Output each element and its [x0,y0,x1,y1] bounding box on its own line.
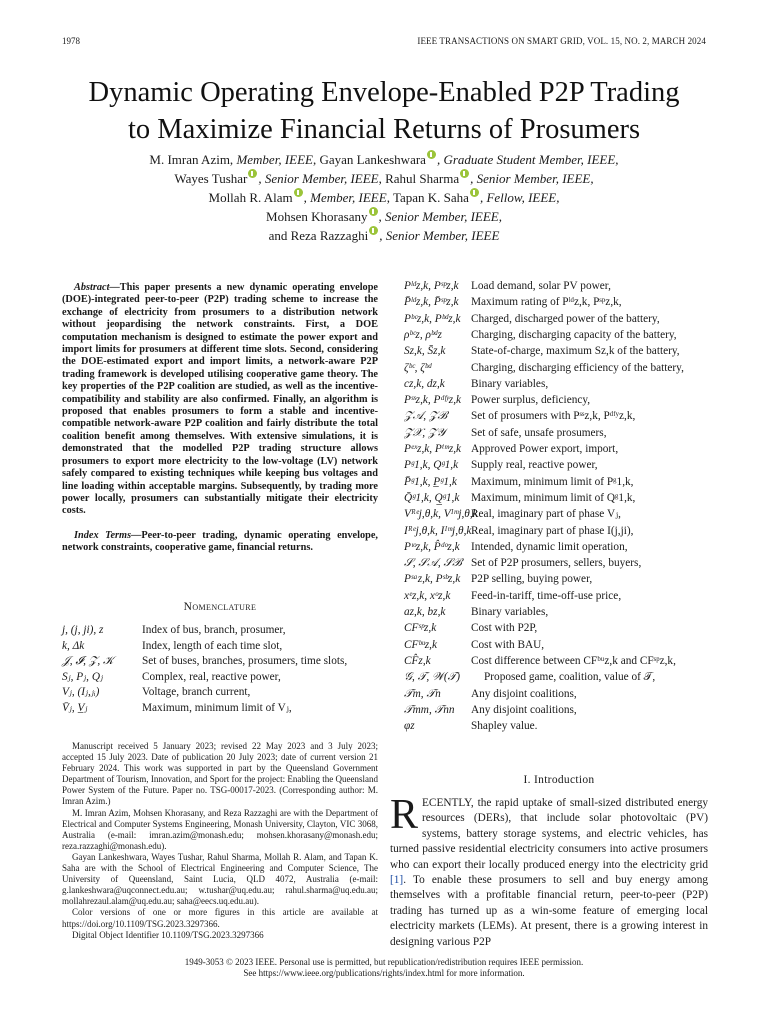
author-role: , Fellow, IEEE, [479,190,560,205]
nomenclature-symbol: 𝒵𝒳, 𝒵𝒴 [404,426,446,439]
intro-text-2: . To enable these prosumers to sell and buy energy among themselves with a profitable financial return, peer-to-peer (P2P) trading has turned up as a win-some feature of emerging local electricity markets (LEMs). At present, there is a growing interest in designing various P2P [390,874,708,948]
orcid-icon[interactable] [460,169,469,178]
nomenclature-desc: Real, imaginary part of phase I(j,ji), [471,524,634,537]
nomenclature-row [62,670,281,684]
nomenclature-row [404,703,577,717]
author-role: , Senior Member, IEEE [258,171,379,186]
nomenclature-desc: Any disjoint coalitions, [471,703,577,716]
nomenclature-row [62,701,292,715]
author-role: , Senior Member, IEEE, [470,171,594,186]
nomenclature-desc: Index, length of each time slot, [142,639,283,652]
author-name: , Rahul Sharma [378,171,460,186]
author-name: Mohsen Khorasany [266,209,368,224]
nomenclature-desc: Cost difference between CFᵇᵘz,k and CFˢᵖz,k, [471,654,676,667]
copyright-notice [40,957,728,979]
author-role: , Senior Member, IEEE, [378,209,502,224]
nomenclature-desc: Supply real, reactive power, [471,459,598,472]
nomenclature-row [62,639,283,653]
nomenclature-symbol: Sz,k, S̄z,k [404,345,446,358]
nomenclature-symbol: Sⱼ, Pⱼ, Qⱼ [62,670,103,683]
author-name: Mollah R. Alam [208,190,293,205]
nomenclature-desc: Set of prosumers with Pˢˢz,k, Pᵈᶠʸz,k, [471,410,636,423]
nomenclature-symbol: 𝒢, 𝒯, 𝒲(𝒯) [404,671,461,684]
nomenclature-row [404,557,642,570]
nomenclature-desc: Voltage, branch current, [142,686,251,698]
nomenclature-symbol: Vⱼ, (Iⱼ,ⱼᵢ) [62,686,100,698]
nomenclature-desc: Binary variables, [471,377,549,390]
author-name: , Gayan Lankeshwara [312,152,426,167]
nomenclature-symbol: Pˡᵈz,k, Pˢᵖz,k [404,280,459,292]
nomenclature-desc: Feed-in-tariff, time-off-use price, [471,589,622,602]
nomenclature-row [404,345,680,358]
nomenclature-symbol: Pˢˢz,k, Pᵈᶠʸz,k [404,394,462,407]
title-line-2: to Maximize Financial Returns of Prosumers [127,114,641,145]
drop-cap: R [390,792,419,838]
nomenclature-desc: Set of safe, unsafe prosumers, [471,426,607,439]
orcid-icon[interactable] [369,226,378,235]
nomenclature-desc: Load demand, solar PV power, [471,280,611,292]
nomenclature-desc: Charged, discharged power of the battery, [471,312,660,325]
nomenclature-row [404,328,677,342]
author-name: and Reza Razzaghi [268,228,369,243]
nomenclature-symbol: Pᵇᶜz,k, Pᵇᵈz,k [404,312,461,325]
nomenclature-symbol: Pᵉˣz,k, Pⁱᵐz,k [404,443,462,455]
nomenclature-row [62,655,348,668]
copyright-line-1: 1949-3053 © 2023 IEEE. Personal use is permitted, but republication/redistribution requires IEEE permission. [184,957,584,967]
nomenclature-desc: P2P selling, buying power, [471,573,593,586]
nomenclature-desc: Set of P2P prosumers, sellers, buyers, [471,557,642,570]
nomenclature-right-list [404,280,714,760]
nomenclature-row [404,361,684,375]
nomenclature-row [404,573,593,586]
nomenclature-heading: Nomenclature [183,601,257,613]
citation-link[interactable]: [1] [390,874,404,887]
nomenclature-symbol: φz [404,720,415,733]
nomenclature-desc: Shapley value. [471,720,538,733]
nomenclature-desc: Charging, discharging capacity of the battery, [471,328,677,341]
nomenclature-row [404,638,545,652]
nomenclature-desc: Maximum, minimum limit of Qᵍ1,k, [471,491,636,504]
nomenclature-row [404,459,598,472]
nomenclature-row [404,410,636,423]
nomenclature-row [404,606,549,619]
orcid-icon[interactable] [427,150,436,159]
orcid-icon[interactable] [248,169,257,178]
author-role: , Member, IEEE [303,190,387,205]
nomenclature-desc: Power surplus, deficiency, [471,394,591,407]
author-line-4 [40,207,728,226]
nomenclature-row [404,394,591,407]
nomenclature-symbol: Vᴿᵉj,θ,k, Vᴵᵐj,θ,k [404,508,478,521]
journal-header: IEEE TRANSACTIONS ON SMART GRID, VOL. 15, NO. 2, MARCH 2024 [417,36,706,46]
nomenclature-desc: Any disjoint coalitions, [471,687,577,700]
nomenclature-desc: Charging, discharging efficiency of the battery, [471,361,684,374]
nomenclature-row [404,491,636,505]
nomenclature-desc: Set of buses, branches, prosumers, time slots, [142,655,348,667]
nomenclature-row [404,280,611,293]
author-line-3 [40,188,728,207]
nomenclature-left-list [62,624,378,724]
nomenclature-row [404,687,577,701]
nomenclature-symbol: V̄ⱼ, V̲ⱼ [62,701,88,714]
nomenclature-row [404,720,538,733]
author-line-2 [40,169,728,188]
nomenclature-row [404,443,619,456]
nomenclature-symbol: P̄ˡᵈz,k, P̄ˢᵖz,k [404,296,459,309]
nomenclature-row [404,426,607,440]
author-name: Wayes Tushar [174,171,248,186]
nomenclature-row [62,624,286,637]
nomenclature-desc: Approved Power export, import, [471,443,619,455]
nomenclature-symbol: P̄ᵍ1,k, P̲ᵍ1,k [404,475,457,488]
nomenclature-symbol: k, Δk [62,639,85,652]
left-column [62,282,378,555]
nomenclature-row [404,654,676,668]
index-terms [62,530,378,555]
nomenclature-symbol: 𝒯mm, 𝒯nn [404,703,455,716]
nomenclature-row [62,686,251,699]
nomenclature-row [404,296,622,309]
index-terms-lead: Index Terms— [74,529,142,541]
author-name: M. Imran Azim, [149,152,237,167]
author-role: Member, IEEE [236,152,313,167]
footnote-affiliation-1: M. Imran Azim, Mohsen Khorasany, and Reza Razzaghi are with the Department of Electrical and Computer Systems Engineering, Monash University, Clayton, VIC 3068, Australia (e-mail: imran.azim@monash.edu; mohsen.khorasany@monash.edu; reza.razzaghi@monash.edu). [62,807,378,851]
nomenclature-symbol: xᵉz,k, xᵒz,k [404,589,451,602]
nomenclature-symbol: ζᵇᶜ, ζᵇᵈ [404,361,432,374]
nomenclature-desc: Cost with P2P, [471,622,538,635]
footnote-affiliation-2: Gayan Lankeshwara, Wayes Tushar, Rahul Sharma, Mollah R. Alam, and Tapan K. Saha are with the School of Electrical Engineering and Computer Science, The University of Queensland, Saint Lucia, QLD 4072, Australia (e-mail: g.lankeshwara@uqconnect.edu.au; w.tushar@uq.edu.au; rahul.sharma@uq.edu.au; mollahrezaul.alam@uq.edu.au; saha@eecs.uq.edu.au). [62,851,378,907]
orcid-icon[interactable] [470,188,479,197]
nomenclature-symbol: az,k, bz,k [404,606,446,618]
nomenclature-symbol: cz,k, dz,k [404,377,445,390]
page-number: 1978 [62,36,80,46]
footnote-color: Color versions of one or more figures in this article are available at https://doi.org/10.1109/TSG.2023.3297366. [62,907,378,929]
author-list [40,150,728,245]
author-line-1 [40,150,728,169]
author-role: , Senior Member, IEEE [379,228,500,243]
introduction-paragraph [390,792,708,950]
nomenclature-desc: Binary variables, [471,606,549,618]
nomenclature-desc: Real, imaginary part of phase Vⱼ, [471,508,621,521]
nomenclature-symbol: Q̄ᵍ1,k, Q̲ᵍ1,k [404,491,460,504]
nomenclature-symbol: 𝒥, 𝓘, 𝒵, 𝒦 [62,655,114,667]
nomenclature-row [404,589,622,603]
nomenclature-symbol: CF̂z,k [404,654,431,667]
nomenclature-symbol: Pˢᵃz,k, Pˢᵇz,k [404,573,461,586]
nomenclature-symbol: 𝒵𝒜, 𝒵ℬ [404,410,448,423]
nomenclature-desc: Maximum, minimum limit of Pᵍ1,k, [471,475,634,488]
nomenclature-desc: Maximum rating of Pˡᵈz,k, Pˢᵖz,k, [471,296,622,309]
index-terms-text: Peer-to-peer trading, dynamic operating envelope, network constraints, cooperative game, financial returns. [62,529,378,554]
footnote-manuscript: Manuscript received 5 January 2023; revised 22 May 2023 and 3 July 2023; accepted 15 July 2023. Date of publication 20 July 2023; date of current version 21 February 2024. This work was supported in part by the Queensland Government Department of Tourism, Innovation, and Sport for the project: Enabling the Queensland Power System of the Future. Paper no. TSG-00017-2023. (Corresponding author: M. Imran Azim.) [62,741,378,807]
paper-title [40,74,728,148]
nomenclature-row [404,508,621,521]
nomenclature-desc: Maximum, minimum limit of Vⱼ, [142,701,292,714]
section-heading-introduction: I. Introduction [523,774,595,786]
nomenclature-row [404,671,656,684]
nomenclature-symbol: CFᵇᵘz,k [404,638,438,651]
nomenclature-symbol: 𝒯m, 𝒯n [404,687,441,700]
nomenclature-row [404,540,628,554]
nomenclature-symbol: CFˢᵖz,k [404,622,437,635]
abstract [62,282,378,518]
nomenclature-desc: Cost with BAU, [471,638,545,651]
nomenclature-symbol: ρᵇᶜz, ρᵇᵈz [404,328,442,341]
nomenclature-row [404,475,634,489]
nomenclature-row [404,622,538,635]
nomenclature-desc: Proposed game, coalition, value of 𝒯, [484,671,656,684]
abstract-lead: Abstract— [74,282,120,293]
title-line-1: Dynamic Operating Envelope-Enabled P2P Trading [88,77,680,108]
author-role: , Graduate Student Member, IEEE, [436,152,619,167]
nomenclature-row [404,312,660,326]
abstract-text: This paper presents a new dynamic operating envelope (DOE)-integrated peer-to-peer (P2P) trading scheme to increase the exchange of electricity from prosumers to a distribution network without jeopardising the network constraints. First, a DOE computation mechanism is designed to estimate the power export and import limits for prosumers at different time slots. Second, considering the DOE-estimated export and import limits, a network-aware P2P trading framework is developed utilising cooperative game theory. The key properties of the P2P coalition are studied, as well as the incentive-compatibility and stability are also confirmed. Finally, an algorithm is proposed that enables prosumers to form a stable and incentive-compatible network-aware P2P coalition and fairly distribute the total coalition benefit among themselves. With extensive simulations, it is demonstrated that the modelled P2P trading structure allows prosumers to export more electricity to the low-voltage (LV) network safely compared to existing techniques while keeping bus voltages and line loading within acceptable margins. Subsequently, by trading more power locally, prosumers can substantially mitigate their electricity costs. [62,282,378,517]
copyright-line-2: See https://www.ieee.org/publications/rights/index.html for more information. [243,968,525,978]
nomenclature-symbol: Pᶦᵒz,k, P̂ᵈᵒz,k [404,540,460,553]
nomenclature-desc: State-of-charge, maximum Sz,k of the battery, [471,345,680,358]
author-name: , Tapan K. Saha [386,190,469,205]
author-line-5 [40,226,728,245]
nomenclature-desc: Complex, real, reactive power, [142,670,281,683]
nomenclature-symbol: j, (j, ji), z [62,624,104,636]
nomenclature-symbol: Pᵍ1,k, Qᵍ1,k [404,459,459,472]
nomenclature-row [404,377,549,391]
footnote-doi: Digital Object Identifier 10.1109/TSG.2023.3297366 [72,929,264,940]
nomenclature-symbol: Iᴿᵉj,θ,k, Iᴵᵐj,θ,k [404,524,472,537]
orcid-icon[interactable] [369,207,378,216]
intro-text-1: ECENTLY, the rapid uptake of small-sized distributed energy resources (DERs), that include solar photovoltaic (PV) systems, battery storage systems, and electric vehicles, has turned passive residential electricity consumers into active prosumers who can export their locally produced energy into the electricity grid [390,797,708,871]
footnotes [62,741,378,941]
nomenclature-row [404,524,634,538]
nomenclature-desc: Index of bus, branch, prosumer, [142,624,286,636]
orcid-icon[interactable] [294,188,303,197]
nomenclature-desc: Intended, dynamic limit operation, [471,540,628,553]
nomenclature-symbol: 𝒮, 𝒮𝒜, 𝒮ℬ [404,557,462,570]
